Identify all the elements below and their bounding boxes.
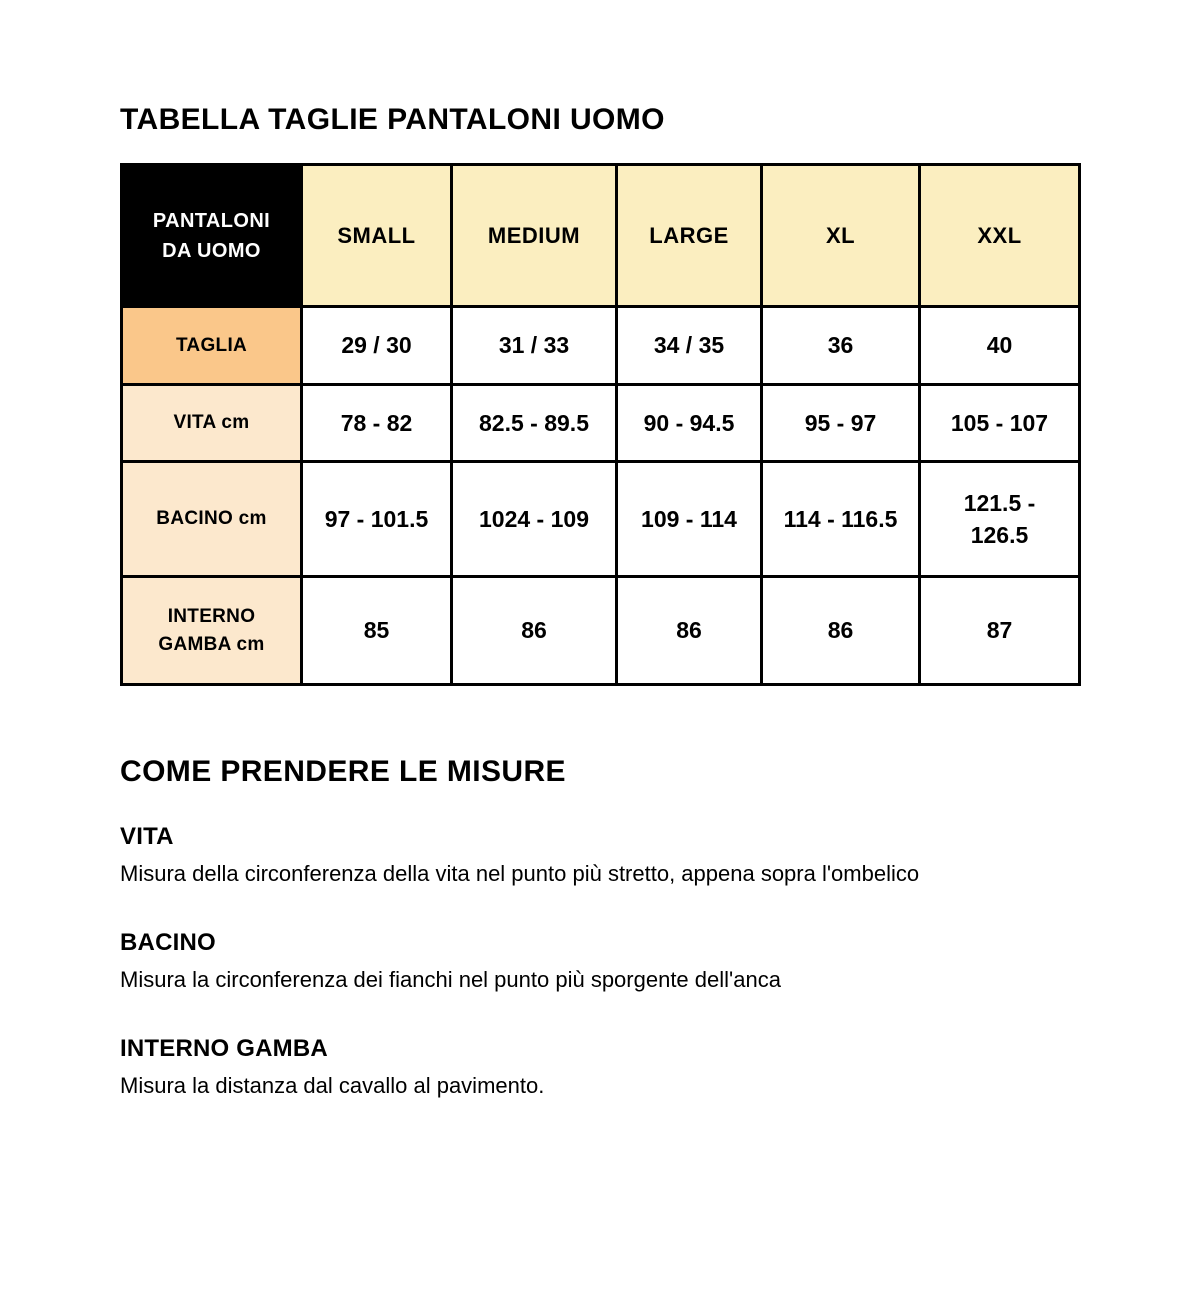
guide-description-bacino: Misura la circonferenza dei fianchi nel punto più sporgente dell'anca: [120, 967, 781, 992]
cell-bacino-medium: 1024 - 109: [452, 462, 617, 577]
page-title: TABELLA TAGLIE PANTALONI UOMO: [120, 103, 665, 136]
cell-taglia-xl: 36: [762, 307, 920, 385]
row-label-interno-gamba: INTERNO GAMBA cm: [122, 577, 302, 685]
page-content: [0, 102, 1200, 1101]
cell-interno-gamba-large: 86: [617, 577, 762, 685]
measure-guide-title: COME PRENDERE LE MISURE: [120, 755, 566, 788]
cell-vita-medium: 82.5 - 89.5: [452, 385, 617, 462]
guide-description-interno-gamba: Misura la distanza dal cavallo al pavimento.: [120, 1073, 545, 1098]
row-label-vita: VITA cm: [122, 385, 302, 462]
column-header-small: SMALL: [302, 165, 452, 307]
guide-section-vita: [120, 823, 1082, 889]
guide-heading-vita: VITA: [120, 823, 174, 850]
cell-taglia-large: 34 / 35: [617, 307, 762, 385]
table-corner-label: PANTALONI DA UOMO: [122, 165, 302, 307]
size-table: [120, 163, 1081, 686]
guide-section-interno-gamba: [120, 1035, 1082, 1101]
cell-interno-gamba-small: 85: [302, 577, 452, 685]
cell-vita-small: 78 - 82: [302, 385, 452, 462]
column-header-large: LARGE: [617, 165, 762, 307]
column-header-xl: XL: [762, 165, 920, 307]
cell-interno-gamba-medium: 86: [452, 577, 617, 685]
cell-vita-large: 90 - 94.5: [617, 385, 762, 462]
cell-taglia-xxl: 40: [920, 307, 1080, 385]
cell-bacino-xxl: 121.5 - 126.5: [920, 462, 1080, 577]
cell-interno-gamba-xxl: 87: [920, 577, 1080, 685]
row-label-taglia: TAGLIA: [122, 307, 302, 385]
guide-heading-bacino: BACINO: [120, 929, 216, 956]
cell-bacino-large: 109 - 114: [617, 462, 762, 577]
column-header-xxl: XXL: [920, 165, 1080, 307]
table-header-row: [122, 165, 1080, 307]
cell-bacino-xl: 114 - 116.5: [762, 462, 920, 577]
table-row-bacino: [122, 462, 1080, 577]
cell-taglia-medium: 31 / 33: [452, 307, 617, 385]
column-header-medium: MEDIUM: [452, 165, 617, 307]
guide-heading-interno-gamba: INTERNO GAMBA: [120, 1035, 328, 1062]
row-label-bacino: BACINO cm: [122, 462, 302, 577]
guide-description-vita: Misura della circonferenza della vita nel punto più stretto, appena sopra l'ombelico: [120, 861, 920, 886]
cell-vita-xl: 95 - 97: [762, 385, 920, 462]
cell-vita-xxl: 105 - 107: [920, 385, 1080, 462]
cell-interno-gamba-xl: 86: [762, 577, 920, 685]
table-row-vita: [122, 385, 1080, 462]
cell-bacino-small: 97 - 101.5: [302, 462, 452, 577]
table-row-interno-gamba: [122, 577, 1080, 685]
table-row-taglia: [122, 307, 1080, 385]
cell-taglia-small: 29 / 30: [302, 307, 452, 385]
guide-section-bacino: [120, 929, 1082, 995]
